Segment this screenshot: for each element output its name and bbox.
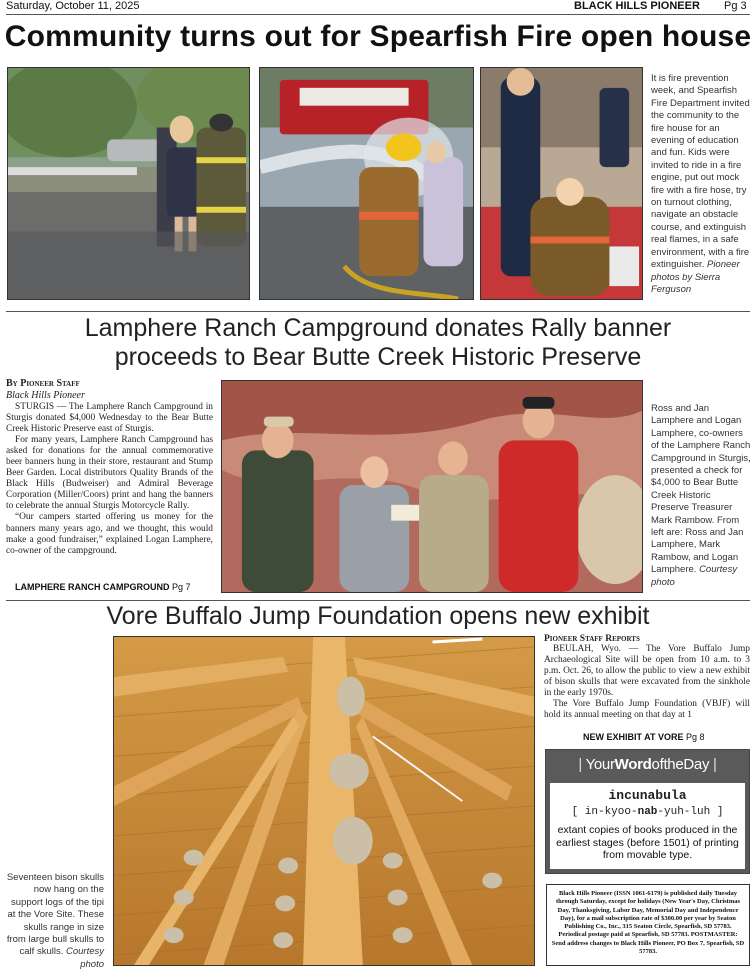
- page-date: Saturday, October 11, 2025: [6, 0, 140, 12]
- word-of-day-title-your: Your: [585, 756, 615, 773]
- photo-bison-skulls-tipi: [113, 636, 535, 966]
- story3-paragraph: The Vore Buffalo Jump Foundation (VBJF) will hold its annual meeting on that day at 1: [544, 699, 750, 721]
- story2-byline-org: Black Hills Pioneer: [6, 390, 85, 401]
- masthead-notice: Black Hills Pioneer (ISSN 1061-6179) is published daily Tuesday through Saturday, except for holidays (New Year's Day, Christmas Day, Thanksgiving, Labor Day, Memorial Day and Independence Day), for a mail subscription rate of $300.00 per year by Seaton Publishing Co., Inc., 315 Seaton Circle, Spearfish, SD 57783. Periodical postage paid at Spearfish, SD 57783. POSTMASTER: Send address changes to Black Hills Pioneer, PO Box 7, Spearfish, SD 57783.: [546, 884, 750, 966]
- story3-caption: [6, 872, 104, 971]
- word-of-day-panel: [550, 783, 745, 869]
- story3-jump-page: Pg 8: [686, 732, 705, 742]
- story3-article: [544, 634, 750, 721]
- photo-child-turnout-gear: [480, 67, 643, 300]
- story1-caption: [651, 73, 751, 296]
- pron-end: -yuh-luh ]: [657, 806, 724, 818]
- pron-start: [ in-kyoo-: [571, 806, 638, 818]
- page-number: Pg 3: [724, 0, 747, 12]
- story2-paragraph: STURGIS — The Lamphere Ranch Campground in Sturgis donated $4,000 Wednesday to the Bear Butte Creek Historic Preserve east of Sturgis.: [6, 402, 213, 435]
- story3-photo-credit: Courtesy photo: [65, 946, 104, 970]
- story2-jump-link[interactable]: [15, 582, 191, 592]
- photo-firefighter-hose-demo: [259, 67, 474, 300]
- story2-headline-line2: proceeds to Bear Butte Creek Historic Preserve: [114, 343, 642, 371]
- story2-body: [6, 402, 213, 557]
- story3-body: [544, 644, 750, 721]
- photo-child-with-firefighter: [7, 67, 250, 300]
- story2-paragraph: “Our campers started offering us money for the banners many years ago, and we thought, this would make a good fundraiser,” explained Logan Lamphere, co-owner of the campground.: [6, 512, 213, 556]
- word-of-day-definition: extant copies of books produced in the earliest stages (before 1501) of printing from movable type.: [556, 824, 739, 861]
- story2-photo-credit: Courtesy photo: [651, 564, 738, 588]
- word-of-day-title-rest: oftheDay: [651, 756, 710, 773]
- story1-photo-credit: Pioneer photos by Sierra Ferguson: [651, 259, 740, 295]
- story2-headline-line1: Lamphere Ranch Campground donates Rally banner: [84, 314, 672, 342]
- story2-rule: [6, 600, 750, 601]
- story2-jump-label: LAMPHERE RANCH CAMPGROUND: [15, 582, 170, 592]
- header-rule: [6, 14, 750, 15]
- story2-jump-page: Pg 7: [172, 582, 191, 592]
- story1-caption-text: It is fire prevention week, and Spearfish Fire Department invited the community to the fire house for an evening of education and fun. Kids were invited to ride in a fire engine, put out mock fire with a fire hose, try on turnout clothing, navigate an obstacle course, and extinguish real flames, in a safe environment, with a fire extinguisher.: [651, 73, 750, 271]
- story1-rule: [6, 311, 750, 312]
- story2-byline: By Pioneer Staff: [6, 378, 80, 389]
- newspaper-name: BLACK HILLS PIONEER: [574, 0, 700, 12]
- story2-caption-text: Ross and Jan Lamphere and Logan Lamphere, co-owners of the Lamphere Ranch Campground in Sturgis, presented a check for $4,000 to Bear Butte Creek Historic Preserve Treasurer Mark Rambow. From left are: Ross and Jan Lamphere, Mark Rambow, and Logan Lamphere.: [651, 403, 751, 576]
- story3-jump-label: NEW EXHIBIT AT VORE: [583, 732, 684, 742]
- word-of-day-word: incunabula: [608, 788, 687, 803]
- story2-caption: [651, 403, 751, 589]
- word-of-day-title: | YourWordoftheDay |: [578, 756, 717, 773]
- story3-headline: Vore Buffalo Jump Foundation opens new exhibit: [106, 602, 650, 630]
- story2-article: [6, 378, 213, 557]
- pron-stress: nab: [637, 806, 658, 818]
- word-of-day-pronunciation: [550, 806, 745, 818]
- word-of-day-box: [545, 749, 750, 874]
- story2-headline: [0, 314, 756, 372]
- word-of-day-title-word: Word: [614, 756, 652, 773]
- story3-byline: Pioneer Staff Reports: [544, 634, 640, 644]
- story1-headline: Community turns out for Spearfish Fire open house: [4, 20, 752, 53]
- story3-caption-text: Seventeen bison skulls now hang on the support logs of the tipi at the Vore Site. These skulls range in size from large bull skulls to calf skulls.: [6, 872, 104, 958]
- story3-paragraph: BEULAH, Wyo. — The Vore Buffalo Jump Archaeological Site will be open from 10 a.m. to 3 p.m. Oct. 26, to allow the public to view a new exhibit of bison skulls that were excavated from the sinkhole in the early 1970s.: [544, 644, 750, 699]
- photo-check-presentation: [221, 380, 643, 593]
- story3-jump-link[interactable]: [583, 732, 705, 742]
- story2-paragraph: For many years, Lamphere Ranch Campground has asked for donations for the annual commemorative beer banners hung in their store, restaurant and Stump Beer Garden. Local distributors Quality Brands of the Black Hills (Budweiser) and Admiral Beverage Corporation (Miller/Coors) print and hang the banners to celebrate the annual Sturgis Motorcycle Rally.: [6, 435, 213, 512]
